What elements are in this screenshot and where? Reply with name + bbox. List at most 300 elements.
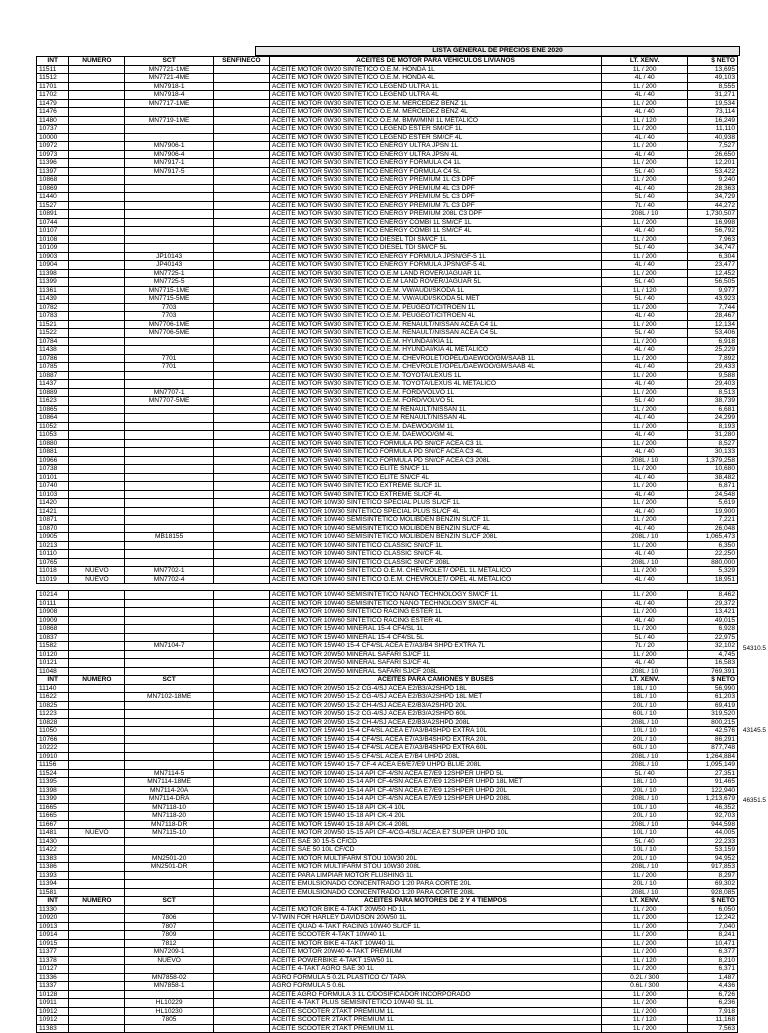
table-cell: 11524 — [37, 769, 69, 778]
table-cell: 6,377 — [688, 948, 738, 957]
table-cell: 10869 — [37, 184, 69, 193]
table-cell: 1L / 200 — [602, 541, 688, 550]
table-cell: ACEITE SCOOTER 2TAKT PREMIUM 1L — [269, 1007, 601, 1016]
table-cell: ACEITE MOTOR MULTIFARM STOU 10W30 208L — [269, 863, 601, 872]
table-cell: 10912 — [37, 1016, 69, 1025]
table-cell: 5L / 40 — [602, 193, 688, 202]
table-cell: ACEITE MOTOR 5W30 SINTETICO O.E.M. TOYOTA/LEXUS 4L METALICO — [269, 380, 601, 389]
table-cell: 13,695 — [688, 65, 738, 74]
table-row — [37, 167, 738, 176]
table-cell: 7806 — [125, 914, 213, 923]
table-cell: 1L / 200 — [602, 625, 688, 634]
table-cell: 11378 — [37, 956, 69, 965]
table-row — [37, 956, 738, 965]
table-cell: 31,280 — [688, 431, 738, 440]
table-cell: ACEITE MOTOR 10W40 15-14 API CF-4/SN ACEA E7/E9 12SHPER UHPD 5L — [269, 769, 601, 778]
table-cell — [125, 550, 213, 559]
table-cell: 10738 — [37, 465, 69, 474]
table-cell — [125, 380, 213, 389]
table-cell: 10120 — [37, 650, 69, 659]
table-cell — [69, 948, 125, 957]
table-cell — [213, 167, 269, 176]
table-cell — [213, 414, 269, 423]
table-cell: 11582 — [37, 642, 69, 651]
table-cell — [125, 439, 213, 448]
table-cell: ACEITE MOTOR 5W30 SINTETICO ENERGY PREMIUM 208L C3 DPF — [269, 210, 601, 219]
table-cell: 7,744 — [688, 303, 738, 312]
table-cell — [213, 397, 269, 406]
table-cell — [69, 286, 125, 295]
table-cell: MN7118-10 — [125, 803, 213, 812]
table-cell — [213, 727, 269, 736]
table-cell — [213, 888, 269, 897]
table-row — [37, 405, 738, 414]
table-cell — [69, 269, 125, 278]
table-cell: 8,210 — [688, 956, 738, 965]
table-cell: 6,928 — [688, 625, 738, 634]
table-cell: 16,998 — [688, 218, 738, 227]
table-cell — [213, 650, 269, 659]
column-header: SCT — [125, 57, 213, 66]
table-cell: 7,918 — [688, 1007, 738, 1016]
table-cell: 4L / 40 — [602, 414, 688, 423]
table-cell: 9,977 — [688, 286, 738, 295]
table-row — [37, 473, 738, 482]
table-cell: 7L / 40 — [602, 201, 688, 210]
table-cell — [69, 516, 125, 525]
table-cell: 7703 — [125, 303, 213, 312]
table-cell — [69, 116, 125, 125]
table-cell: 4L / 40 — [602, 473, 688, 482]
table-row — [37, 914, 738, 923]
table-cell — [213, 982, 269, 991]
table-cell — [213, 99, 269, 108]
table-cell: 1L / 200 — [602, 82, 688, 91]
table-cell — [125, 541, 213, 550]
table-cell — [69, 642, 125, 651]
table-cell — [69, 990, 125, 999]
table-cell: 56,990 — [688, 684, 738, 693]
table-cell — [69, 125, 125, 134]
table-cell: 23,477 — [688, 261, 738, 270]
table-cell: 60L / 10 — [602, 744, 688, 753]
table-cell — [69, 337, 125, 346]
table-cell: ACEITE MOTOR 5W30 SINTETICO ENERGY FORMULA C4 5L — [269, 167, 601, 176]
table-cell: 1L / 200 — [602, 608, 688, 617]
table-row — [37, 616, 738, 625]
table-cell — [69, 650, 125, 659]
table-cell: ACEITE MOTOR 5W30 SINTETICO ENERGY PREMIUM 4L C3 DPF — [269, 184, 601, 193]
table-cell — [69, 1016, 125, 1025]
table-row — [37, 482, 738, 491]
table-cell — [125, 422, 213, 431]
table-cell: 10915 — [37, 939, 69, 948]
table-cell: 7,040 — [688, 922, 738, 931]
table-cell — [213, 642, 269, 651]
table-cell: MN7858-02 — [125, 973, 213, 982]
table-cell — [213, 422, 269, 431]
table-cell — [125, 718, 213, 727]
table-cell — [69, 999, 125, 1008]
table-cell — [69, 837, 125, 846]
table-cell: 11018 — [37, 567, 69, 576]
table-cell: 1,264,884 — [688, 752, 738, 761]
table-cell: 11511 — [37, 65, 69, 74]
column-header: NUMERO — [69, 676, 125, 685]
table-cell — [125, 227, 213, 236]
table-row — [37, 837, 738, 846]
table-cell: 4L / 40 — [602, 363, 688, 372]
table-cell: ACEITE MOTOR 10W40 SINTETICO O.E.M. CHEVROLET/ OPEL 1L METALICO — [269, 567, 601, 576]
table-cell: MN7721-4ME — [125, 74, 213, 83]
table-cell — [213, 312, 269, 321]
table-cell — [213, 499, 269, 508]
table-cell: MN7114-18ME — [125, 778, 213, 787]
table-cell — [69, 303, 125, 312]
table-cell: 11481 — [37, 829, 69, 838]
table-cell: 11420 — [37, 499, 69, 508]
table-cell — [69, 786, 125, 795]
table-row — [37, 965, 738, 974]
table-cell: 4L / 40 — [602, 599, 688, 608]
table-cell — [213, 667, 269, 676]
table-cell: ACEITE MOTOR 5W30 SINTETICO ENERGY COMBI 1L SM/CF 1L — [269, 218, 601, 227]
table-cell: HL10229 — [125, 999, 213, 1008]
table-cell: 1L / 200 — [602, 922, 688, 931]
table-cell: 6,304 — [688, 252, 738, 261]
table-cell: 1L / 200 — [602, 990, 688, 999]
table-cell — [69, 176, 125, 185]
table-cell: 20L / 10 — [602, 854, 688, 863]
table-cell: 7807 — [125, 922, 213, 931]
table-cell: 11330 — [37, 905, 69, 914]
column-header: INT — [37, 897, 69, 906]
column-header: $ NETO — [688, 897, 738, 906]
table-cell — [213, 616, 269, 625]
table-cell: ACEITE MOTOR 5W30 SINTETICO ENERGY FORMULA JPSN/GF-5 1L — [269, 252, 601, 261]
table-cell: 11399 — [37, 795, 69, 804]
table-cell: ACEITE MOTOR 5W30 SINTETICO O.E.M. CHEVROLET/OPEL/DAEWOO/GM/SAAB 4L — [269, 363, 601, 372]
table-cell: 10121 — [37, 659, 69, 668]
table-cell — [213, 295, 269, 304]
table-cell: 7,892 — [688, 354, 738, 363]
table-cell: 94,952 — [688, 854, 738, 863]
table-cell: ACEITE MOTOR 0W30 SINTETICO O.E.M. MERCEDEZ BENZ 1L — [269, 99, 601, 108]
table-cell — [213, 133, 269, 142]
table-cell: ACEITE MOTOR 15W40 15-4 CF4/SL ACEA E7/A3/B4SHPD EXTRA 20L — [269, 735, 601, 744]
table-cell — [213, 990, 269, 999]
table-cell: ACEITE MOTOR 0W20 SINTETICO LEGEND ULTRA 1L — [269, 82, 601, 91]
table-cell — [69, 735, 125, 744]
table-row — [37, 761, 738, 770]
table-cell — [213, 905, 269, 914]
table-cell: 1,487 — [688, 973, 738, 982]
table-cell — [213, 346, 269, 355]
table-cell: 18L / 10 — [602, 778, 688, 787]
table-cell — [69, 752, 125, 761]
table-cell: 7L / 20 — [602, 642, 688, 651]
table-cell: 208L / 10 — [602, 667, 688, 676]
table-cell: 7,221 — [688, 516, 738, 525]
table-row — [37, 693, 738, 702]
table-cell: 86,291 — [688, 735, 738, 744]
table-cell — [69, 142, 125, 151]
table-cell: ACEITE MOTOR 5W30 SINTETICO O.E.M. FORD/VOLVO 5L — [269, 397, 601, 406]
table-cell: 10889 — [37, 388, 69, 397]
table-cell — [69, 541, 125, 550]
table-cell — [213, 252, 269, 261]
table-cell: 10868 — [37, 176, 69, 185]
table-cell: 944,598 — [688, 820, 738, 829]
table-cell: 10127 — [37, 965, 69, 974]
table-cell: NUEVO — [69, 829, 125, 838]
table-cell — [69, 778, 125, 787]
table-cell: 29,403 — [688, 380, 738, 389]
table-cell: ACEITE MOTOR 20W50 MINERAL SAFARI SJ/CF 4L — [269, 659, 601, 668]
table-cell: ACEITE MOTOR 5W40 SINTETICO O.E.M RENAULT/NISSAN 1L — [269, 405, 601, 414]
table-cell — [69, 431, 125, 440]
table-cell — [69, 261, 125, 270]
table-cell — [125, 616, 213, 625]
table-cell: ACEITE MOTOR 5W30 SINTETICO O.E.M. RENAULT/NISSAN ACEA C4 1L — [269, 320, 601, 329]
table-cell: 10L / 10 — [602, 803, 688, 812]
table-cell: 27,351 — [688, 769, 738, 778]
table-cell: 10868 — [37, 625, 69, 634]
table-cell — [125, 210, 213, 219]
table-cell: 1L / 200 — [602, 65, 688, 74]
table-cell: 1L / 200 — [602, 591, 688, 600]
table-cell: 11,110 — [688, 125, 738, 134]
table-cell: AGRO FORMULA 5 0.2L PLASTICO C/ TAPA — [269, 973, 601, 982]
table-cell: 10785 — [37, 363, 69, 372]
table-cell: ACEITE MOTOR 10W30 SINTETICO SPECIAL PLUS SL/CF 4L — [269, 507, 601, 516]
table-cell — [69, 133, 125, 142]
table-cell — [213, 541, 269, 550]
table-cell: 10837 — [37, 633, 69, 642]
table-cell: 6,350 — [688, 541, 738, 550]
table-cell: MN7115-10 — [125, 829, 213, 838]
table-cell: 11479 — [37, 99, 69, 108]
table-row — [37, 431, 738, 440]
table-row — [37, 744, 738, 753]
table-cell: AGRO FORMULA 5 0.6L — [269, 982, 601, 991]
table-row — [37, 261, 738, 270]
table-cell: 7,563 — [688, 1024, 738, 1033]
table-cell: ACEITE MOTOR 10W40 SEMISINTETICO MOLIBDEN BENZIN SL/CF 1L — [269, 516, 601, 525]
table-cell: ACEITE MOTOR 5W40 SINTETICO O.E.M. DAEWOO/GM 1L — [269, 422, 601, 431]
table-cell: 5L / 40 — [602, 769, 688, 778]
column-header: SCT — [125, 897, 213, 906]
table-cell: 10,471 — [688, 939, 738, 948]
table-cell: MN7706-1ME — [125, 320, 213, 329]
table-cell: 11440 — [37, 193, 69, 202]
table-cell: 43,923 — [688, 295, 738, 304]
column-header: SCT — [125, 676, 213, 685]
table-cell: ACEITE POWERBIKE 4-TAKT 15W50 1L — [269, 956, 601, 965]
table-cell — [69, 507, 125, 516]
table-cell — [213, 337, 269, 346]
table-row — [37, 735, 738, 744]
table-cell — [125, 456, 213, 465]
table-row — [37, 752, 738, 761]
table-row — [37, 150, 738, 159]
table-cell — [69, 795, 125, 804]
table-cell — [69, 914, 125, 923]
table-cell: 4L / 40 — [602, 227, 688, 236]
table-cell — [69, 388, 125, 397]
table-cell: 1L / 200 — [602, 499, 688, 508]
table-cell: 11398 — [37, 786, 69, 795]
table-cell: ACEITE MOTOR 5W40 SINTETICO O.E.M. DAEWOO/GM 4L — [269, 431, 601, 440]
table-cell: 208L / 10 — [602, 820, 688, 829]
table-cell: 11512 — [37, 74, 69, 83]
table-cell: 19,900 — [688, 507, 738, 516]
table-row — [37, 667, 738, 676]
table-cell: 10101 — [37, 473, 69, 482]
table-row — [37, 278, 738, 287]
table-cell — [69, 397, 125, 406]
table-cell — [213, 329, 269, 338]
table-cell — [125, 235, 213, 244]
table-cell: ACEITE EMULSIONADO CONCENTRADO 1:20 PARA CORTE 20L — [269, 880, 601, 889]
table-cell: 4L / 40 — [602, 261, 688, 270]
table-cell: 1L / 200 — [602, 235, 688, 244]
table-cell — [69, 465, 125, 474]
table-cell: ACEITE 4-TAKT AGRO SAE 30 1L — [269, 965, 601, 974]
table-cell — [213, 1024, 269, 1033]
table-cell: 10744 — [37, 218, 69, 227]
table-cell — [69, 218, 125, 227]
table-cell: 11437 — [37, 380, 69, 389]
table-cell: 208L / 10 — [602, 752, 688, 761]
table-cell — [125, 625, 213, 634]
table-cell: 34,729 — [688, 193, 738, 202]
table-cell: 11377 — [37, 948, 69, 957]
table-cell — [69, 973, 125, 982]
table-cell — [125, 659, 213, 668]
table-cell: NUEVO — [69, 567, 125, 576]
table-cell: 61,203 — [688, 693, 738, 702]
table-cell: 22,975 — [688, 633, 738, 642]
table-cell: 1L / 200 — [602, 465, 688, 474]
table-cell — [125, 871, 213, 880]
table-cell: 6,871 — [688, 482, 738, 491]
table-row — [37, 388, 738, 397]
table-row — [37, 397, 738, 406]
table-cell: 11386 — [37, 863, 69, 872]
table-cell: 1L / 200 — [602, 482, 688, 491]
table-cell — [213, 210, 269, 219]
table-cell — [69, 320, 125, 329]
table-cell — [69, 931, 125, 940]
column-header: NUMERO — [69, 57, 125, 66]
table-cell: 4L / 40 — [602, 431, 688, 440]
table-row — [37, 320, 738, 329]
table-row — [37, 303, 738, 312]
table-cell — [125, 837, 213, 846]
table-row — [37, 786, 738, 795]
table-row — [37, 803, 738, 812]
table-cell: 6,236 — [688, 999, 738, 1008]
table-row — [37, 465, 738, 474]
table-row — [37, 905, 738, 914]
table-cell — [213, 269, 269, 278]
table-cell: 10766 — [37, 735, 69, 744]
table-cell — [125, 516, 213, 525]
table-cell — [69, 295, 125, 304]
table-cell: 10910 — [37, 752, 69, 761]
table-cell: 5L / 40 — [602, 633, 688, 642]
table-cell — [213, 439, 269, 448]
table-cell: 1L / 120 — [602, 116, 688, 125]
table-cell: ACEITE MOTOR 20W40 4-TAKT PREMIUM — [269, 948, 601, 957]
table-cell — [213, 659, 269, 668]
table-cell — [69, 439, 125, 448]
table-row — [37, 456, 738, 465]
table-cell: 4L / 40 — [602, 346, 688, 355]
table-cell: 19,534 — [688, 99, 738, 108]
table-cell: 319,520 — [688, 710, 738, 719]
table-cell — [125, 735, 213, 744]
table-cell: 1L / 200 — [602, 914, 688, 923]
table-cell: 10,680 — [688, 465, 738, 474]
table-cell: MN7118-DR — [125, 820, 213, 829]
table-cell — [213, 218, 269, 227]
table-cell: 31,271 — [688, 91, 738, 100]
table-row — [37, 558, 738, 567]
table-cell — [125, 218, 213, 227]
table-row — [37, 380, 738, 389]
table-cell — [69, 956, 125, 965]
table-row — [37, 295, 738, 304]
table-cell: ACEITE MOTOR 15W40 15-4 CF4/SL ACEA E7/A3/B4SHPD EXTRA 10L — [269, 727, 601, 736]
table-cell: 11396 — [37, 159, 69, 168]
table-cell — [69, 227, 125, 236]
table-cell: NUEVO — [125, 956, 213, 965]
table-cell: 91,465 — [688, 778, 738, 787]
table-cell — [69, 524, 125, 533]
table-row — [37, 642, 738, 651]
table-cell — [69, 363, 125, 372]
table-cell — [69, 210, 125, 219]
table-cell — [213, 575, 269, 584]
table-cell: ACEITE MOTOR 10W40 SEMISINTETICO MOLIBDEN BENZIN SL/CF 208L — [269, 533, 601, 542]
table-cell: 5L / 40 — [602, 167, 688, 176]
table-row — [37, 422, 738, 431]
table-cell: 1L / 200 — [602, 388, 688, 397]
table-cell — [69, 710, 125, 719]
table-cell — [69, 150, 125, 159]
table-cell: 10887 — [37, 371, 69, 380]
table-cell: ACEITE MOTOR 5W30 SINTETICO O.E.M. VW/AUDI/SKODA 1L — [269, 286, 601, 295]
table-cell: 10920 — [37, 914, 69, 923]
column-header: NUMERO — [69, 897, 125, 906]
table-cell: 53,406 — [688, 329, 738, 338]
table-cell: 34,747 — [688, 244, 738, 253]
table-cell: 8,241 — [688, 931, 738, 940]
table-cell: 1L / 200 — [602, 905, 688, 914]
table-row — [37, 575, 738, 584]
table-cell: ACEITE MOTOR BIKE 4-TAKT 10W40 1L — [269, 939, 601, 948]
table-cell — [69, 244, 125, 253]
column-header — [213, 897, 269, 906]
table-cell — [69, 558, 125, 567]
table-cell — [125, 990, 213, 999]
table-row — [37, 116, 738, 125]
table-cell — [125, 633, 213, 642]
table-cell: 56,792 — [688, 227, 738, 236]
table-cell — [213, 769, 269, 778]
